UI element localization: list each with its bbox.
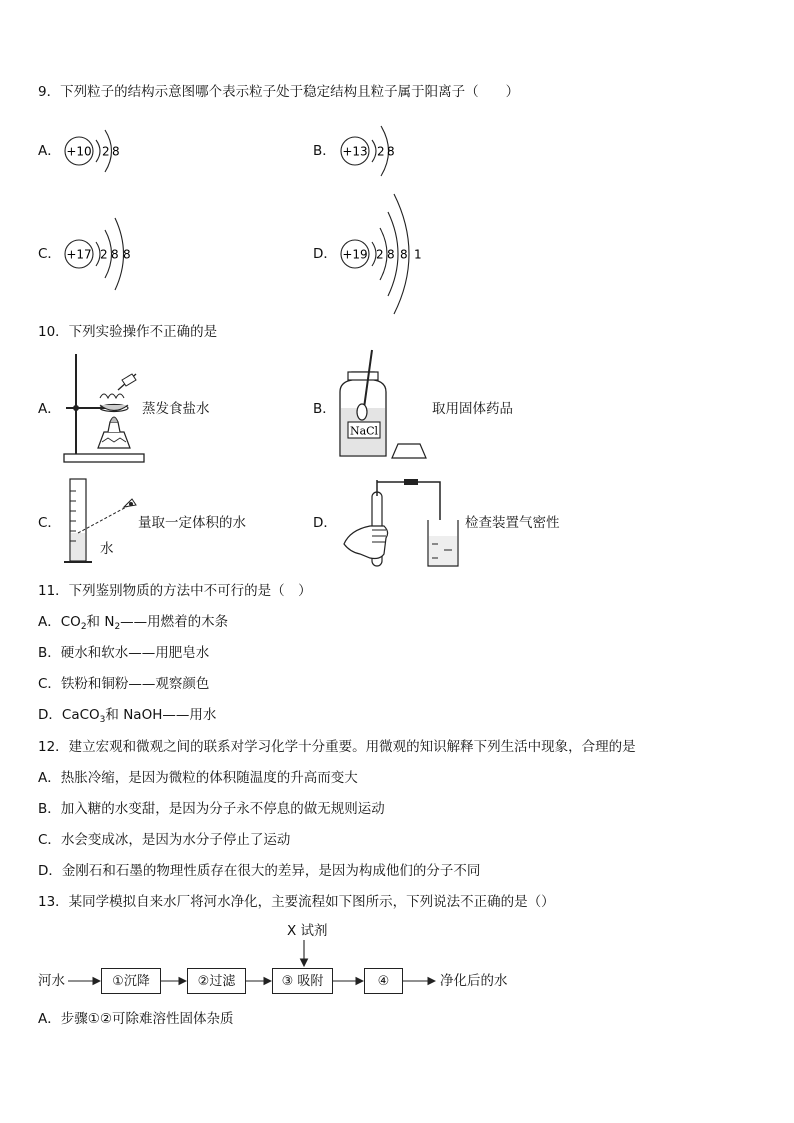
q11-option-a-method: ——用燃着的木条 (120, 614, 229, 630)
q10-stem: 10．下列实验操作不正确的是 (38, 324, 218, 340)
evaporation-apparatus-illustration (60, 350, 150, 465)
q12-option-c-label: C． (38, 832, 61, 848)
flow-step-four: ④ (364, 968, 403, 994)
q11-option-d-label: D． (38, 707, 62, 723)
q9-atom-b-shell-2: 8 (387, 144, 395, 159)
flow-input-label: 河水 (38, 973, 65, 989)
q9-atom-a-shell-2: 8 (112, 144, 120, 159)
q9-atom-a-nucleus: +10 (66, 144, 92, 159)
q9-option-b-label[interactable]: B． (313, 143, 336, 159)
q11-option-d-method: 和 NaOH——用水 (105, 707, 217, 723)
q10-option-d-label[interactable]: D． (313, 515, 337, 531)
q13-stem: 13．某同学模拟自来水厂将河水净化，主要流程如下图所示，下列说法不正确的是（） (38, 894, 555, 910)
flow-step-settling: ①沉降 (101, 968, 161, 994)
q12-option-b[interactable] (38, 800, 385, 818)
q11-option-a[interactable] (38, 613, 228, 636)
q9-atom-b-shell-1: 2 (377, 144, 385, 159)
airtightness-check-illustration (340, 474, 465, 570)
q12-option-b-text: 加入糖的水变甜，是因为分子永不停息的做无规则运动 (60, 801, 385, 817)
q11-option-d-formula1: CaCO (61, 707, 100, 723)
flow-reagent-label: X 试剂 (287, 923, 328, 939)
q11-option-d-formula1-sub: 3 (99, 715, 106, 725)
q9-atom-d-shell-1: 2 (376, 247, 384, 262)
q12-stem: 12．建立宏观和微观之间的联系对学习化学十分重要。用微观的知识解释下列生活中现象，合理的是 (38, 739, 636, 755)
q10-option-a-caption: 蒸发食盐水 (142, 401, 210, 417)
q12-option-d[interactable] (38, 862, 480, 880)
flow-step-adsorption: ③ 吸附 (272, 968, 333, 994)
q11-option-c-label: C． (38, 676, 61, 692)
q13-option-a-label: A． (38, 1011, 61, 1027)
q11-option-c-text: 铁粉和铜粉——观察颜色 (60, 676, 210, 692)
q9-stem: 9．下列粒子的结构示意图哪个表示粒子处于稳定结构且粒子属于阳离子（ ） (38, 84, 520, 100)
q11-option-d[interactable] (38, 706, 216, 729)
q9-atom-c-shell-1: 2 (100, 247, 108, 262)
q9-atom-d-shell-3: 8 (400, 247, 408, 262)
q12-option-a[interactable] (38, 769, 358, 787)
flow-step-filtration: ②过滤 (187, 968, 246, 994)
q10-option-a-label[interactable]: A． (38, 401, 61, 417)
solid-reagent-bottle-illustration (334, 346, 444, 464)
q9-atom-a-diagram (60, 118, 140, 184)
q12-option-b-label: B． (38, 801, 61, 817)
q11-stem: 11．下列鉴别物质的方法中不可行的是（ ） (38, 583, 312, 599)
q9-atom-d-nucleus: +19 (342, 247, 368, 262)
q11-option-b-label: B． (38, 645, 61, 661)
q9-atom-c-shell-2: 8 (111, 247, 119, 262)
q9-atom-d-shell-2: 8 (387, 247, 395, 262)
q10-option-b-label[interactable]: B． (313, 401, 336, 417)
q9-atom-b-diagram (336, 118, 416, 184)
q11-option-a-formula1-sub: 2 (80, 622, 87, 632)
flow-output-label: 净化后的水 (440, 973, 508, 989)
q9-option-d-label[interactable]: D． (313, 246, 337, 262)
q10-option-c-label[interactable]: C． (38, 515, 61, 531)
q11-option-a-formula1: CO (60, 614, 81, 630)
q11-option-b-text: 硬水和软水——用肥皂水 (60, 645, 210, 661)
q11-option-a-formula2: 和 N (86, 614, 115, 630)
q12-option-a-text: 热胀冷缩，是因为微粒的体积随温度的升高而变大 (60, 770, 358, 786)
q12-option-c[interactable] (38, 831, 290, 849)
q9-atom-b-nucleus: +13 (342, 144, 368, 159)
q9-option-c-label[interactable]: C． (38, 246, 61, 262)
q9-atom-c-diagram (60, 212, 150, 300)
q10-option-c-caption: 量取一定体积的水 (138, 515, 246, 531)
q11-option-c[interactable] (38, 675, 209, 693)
q9-option-a-label[interactable]: A． (38, 143, 61, 159)
q11-option-b[interactable] (38, 644, 209, 662)
q9-atom-d-diagram (336, 190, 446, 318)
q12-option-a-label: A． (38, 770, 61, 786)
q12-option-c-text: 水会变成冰，是因为水分子停止了运动 (60, 832, 291, 848)
bottle-label-nacl: NaCl (349, 424, 379, 438)
q11-option-a-label: A． (38, 614, 61, 630)
q13-option-a-text: 步骤①②可除难溶性固体杂质 (60, 1011, 234, 1027)
q11-option-a-formula2-sub: 2 (114, 622, 121, 632)
q9-atom-a-shell-1: 2 (102, 144, 110, 159)
q10-option-b-caption: 取用固体药品 (432, 401, 513, 417)
q9-atom-d-shell-4: 1 (414, 247, 422, 262)
q9-atom-c-nucleus: +17 (66, 247, 92, 262)
q12-option-d-text: 金刚石和石墨的物理性质存在很大的差异，是因为构成他们的分子不同 (61, 863, 481, 879)
q10-option-d-caption: 检查装置气密性 (465, 515, 560, 531)
q10-water-label: 水 (100, 541, 114, 557)
q13-option-a[interactable] (38, 1010, 233, 1028)
q12-option-d-label: D． (38, 863, 62, 879)
q9-atom-c-shell-3: 8 (123, 247, 131, 262)
